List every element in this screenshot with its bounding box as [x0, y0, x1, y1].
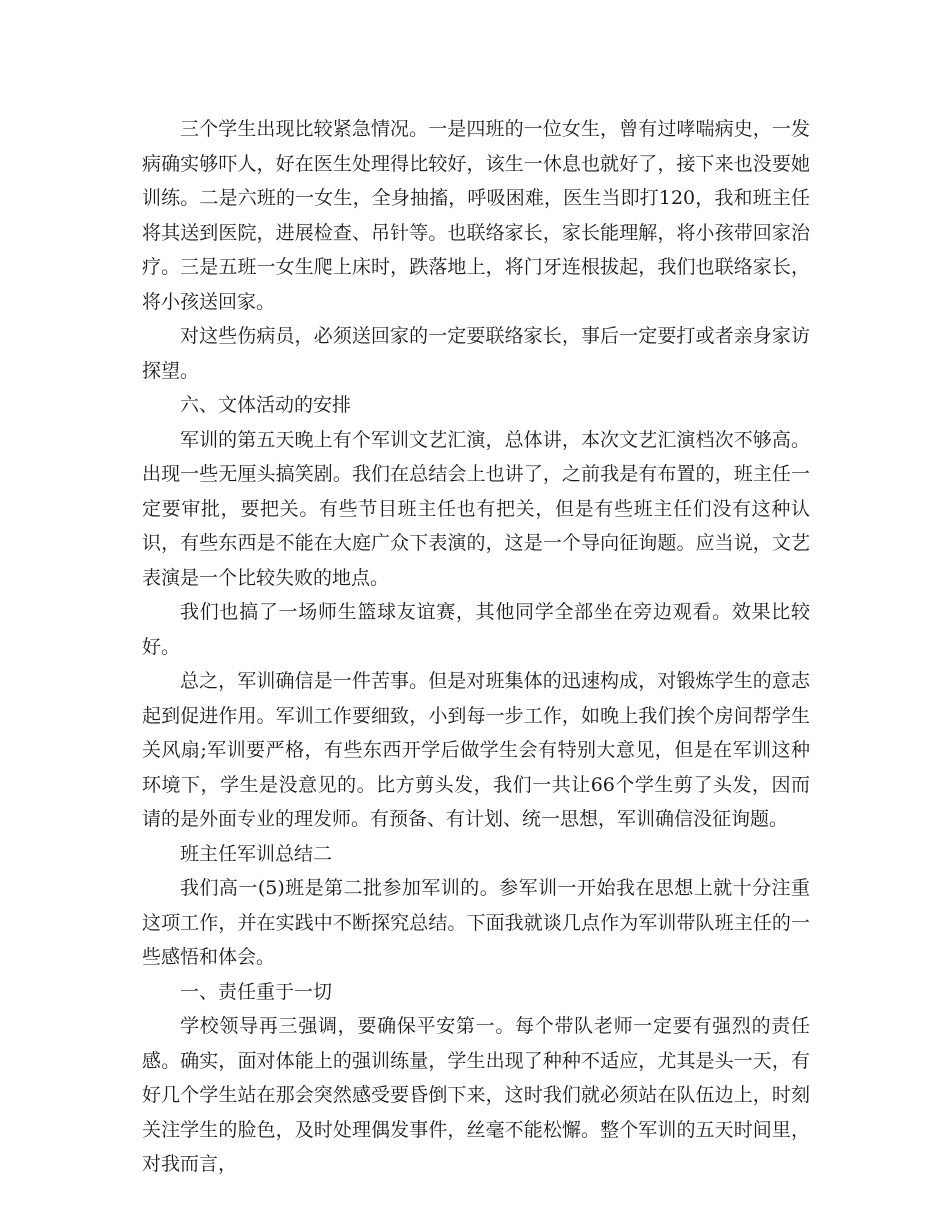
paragraph-basketball: 我们也搞了一场师生篮球友谊赛，其他同学全部坐在旁边观看。效果比较好。	[142, 601, 810, 658]
paragraph-intro-class: 我们高一(5)班是第二批参加军训的。参军训一开始我在思想上就十分注重这项工作，并在实践中不断探究总结。下面我就谈几点作为军训带队班主任的一些感悟和体会。	[142, 877, 810, 968]
paragraph-art-show: 军训的第五天晚上有个军训文艺汇演，总体讲，本次文艺汇演档次不够高。出现一些无厘头搞笑剧。我们在总结会上也讲了，之前我是有布置的，班主任一定要审批，要把关。有些节目班主任也有把关，但是有些班主任们没有这种认识，有些东西是不能在大庭广众下表演的，这是一个导向征询题。应当说，文艺表演是一个比较失败的地点。	[142, 428, 810, 589]
document-body	[142, 112, 810, 1182]
section-heading-responsibility: 一、责任重于一切	[180, 980, 333, 1003]
paragraph-emergency-cases: 三个学生出现比较紧急情况。一是四班的一位女生，曾有过哮喘病史，一发病确实够吓人，好在医生处理得比较好，该生一休息也就好了，接下来也没要她训练。二是六班的一女生，全身抽搐，呼吸困难，医生当即打120，我和班主任将其送到医院，进展检查、吊针等。也联络家长，家长能理解，将小孩带回家治疗。三是五班一女生爬上床时，跌落地上，将门牙连根拔起，我们也联络家长，将小孩送回家。	[142, 118, 810, 313]
section-heading-summary-two: 班主任军训总结二	[180, 842, 333, 865]
paragraph-contact-parents: 对这些伤病员，必须送回家的一定要联络家长，事后一定要打或者亲身家访探望。	[142, 325, 810, 382]
section-heading-activities: 六、文体活动的安排	[180, 394, 352, 416]
paragraph-safety: 学校领导再三强调，要确保平安第一。每个带队老师一定要有强烈的责任感。确实，面对体能上的强训练量，学生出现了种种不适应，尤其是头一天，有好几个学生站在那会突然感受要昏倒下来，这时我们就必须站在队伍边上，时刻关注学生的脸色，及时处理偶发事件，丝毫不能松懈。整个军训的五天时间里，对我而言，	[142, 1015, 810, 1175]
paragraph-conclusion: 总之，军训确信是一件苦事。但是对班集体的迅速构成，对锻炼学生的意志起到促进作用。军训工作要细致，小到每一步工作，如晚上我们挨个房间帮学生关风扇;军训要严格，有些东西开学后做学生会有特别大意见，但是在军训这种环境下，学生是没意见的。比方剪头发，我们一共让66个学生剪了头发，因而请的是外面专业的理发师。有预备、有计划、统一思想，军训确信没征询题。	[142, 670, 810, 830]
